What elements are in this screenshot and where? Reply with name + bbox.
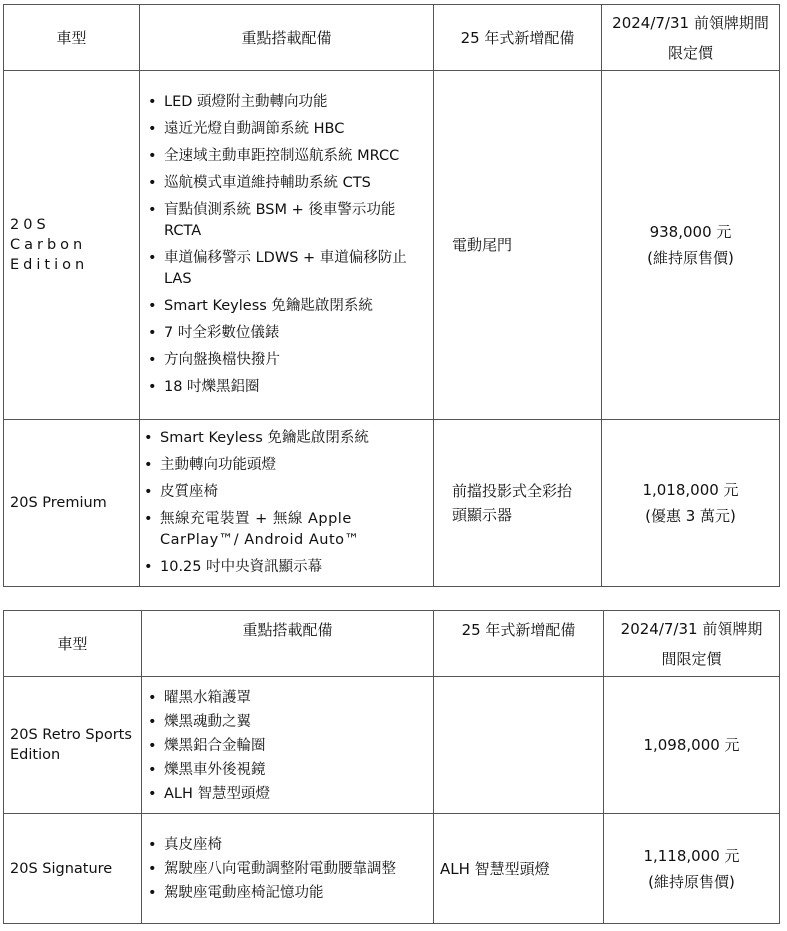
header-model: 車型 [4, 5, 140, 71]
price-cell [604, 814, 780, 924]
price: 1,098,000 元 [643, 736, 740, 754]
price: 1,118,000 元 [643, 846, 740, 865]
list-item: • 爍黑車外後視鏡 [164, 760, 427, 781]
list-item: • 巡航模式車道維持輔助系統 CTS [164, 173, 427, 194]
feature-list [140, 92, 433, 398]
table-row [4, 677, 780, 814]
spec-table-1 [3, 4, 780, 587]
new-equipment: 電動尾門 [434, 71, 602, 420]
header-features: 重點搭載配備 [140, 5, 434, 71]
list-item: • 全速域主動車距控制巡航系統 MRCC [164, 146, 427, 167]
list-item: • 駕駛座八向電動調整附電動腰靠調整 [164, 859, 427, 880]
list-item: • 皮質座椅 [160, 482, 427, 503]
features-cell [140, 71, 434, 420]
price-cell [604, 677, 780, 814]
price: 1,018,000 元 [642, 481, 739, 499]
price-note: (優惠 3 萬元) [645, 507, 736, 525]
price: 938,000 元 [649, 223, 732, 241]
new-equipment: ALH 智慧型頭燈 [434, 814, 604, 924]
header-new-equipment: 25 年式新增配備 [434, 611, 604, 677]
new-equipment: 前擋投影式全彩抬頭顯示器 [434, 420, 602, 587]
features-cell [142, 677, 434, 814]
model-name: 20S Signature [4, 814, 142, 924]
header-features: 重點搭載配備 [142, 611, 434, 677]
table-row [4, 71, 780, 420]
new-equipment [434, 677, 604, 814]
header-row [4, 5, 780, 71]
header-row [4, 611, 780, 677]
feature-list [142, 688, 433, 805]
features-cell [142, 814, 434, 924]
list-item: • Smart Keyless 免鑰匙啟閉系統 [164, 296, 427, 317]
list-item: • 無線充電裝置 + 無線 Apple CarPlay™/ Android Auto™ [160, 509, 427, 551]
list-item: • 曜黑水箱護罩 [164, 688, 427, 709]
price-note: (維持原售價) [648, 872, 735, 891]
table-row [4, 814, 780, 924]
list-item: • 盲點偵測系統 BSM + 後車警示功能 RCTA [164, 200, 427, 242]
header-price: 2024/7/31 前領牌期間限定價 [602, 5, 780, 71]
list-item: • Smart Keyless 免鑰匙啟閉系統 [160, 428, 427, 449]
header-model: 車型 [4, 611, 142, 677]
list-item: • 10.25 吋中央資訊顯示幕 [160, 557, 427, 578]
feature-list [142, 835, 433, 904]
list-item: • 18 吋爍黑鋁圈 [164, 377, 427, 398]
price-cell [602, 71, 780, 420]
model-name: 20S Premium [4, 420, 140, 587]
list-item: • 爍黑鋁合金輪圈 [164, 736, 427, 757]
list-item: • 真皮座椅 [164, 835, 427, 856]
price-note: (維持原售價) [647, 249, 734, 267]
list-item: • 方向盤換檔快撥片 [164, 350, 427, 371]
list-item: • ALH 智慧型頭燈 [164, 784, 427, 805]
list-item: • 遠近光燈自動調節系統 HBC [164, 119, 427, 140]
feature-list [140, 428, 433, 578]
model-name: 20S Carbon Edition [4, 71, 140, 420]
features-cell [140, 420, 434, 587]
table-row [4, 420, 780, 587]
list-item: • 爍黑魂動之翼 [164, 712, 427, 733]
list-item: • 車道偏移警示 LDWS + 車道偏移防止 LAS [164, 248, 427, 290]
header-price: 2024/7/31 前領牌期間限定價 [604, 611, 780, 677]
list-item: • 主動轉向功能頭燈 [160, 455, 427, 476]
model-name: 20S Retro Sports Edition [4, 677, 142, 814]
price-cell [602, 420, 780, 587]
list-item: • 駕駛座電動座椅記憶功能 [164, 883, 427, 904]
list-item: • LED 頭燈附主動轉向功能 [164, 92, 427, 113]
list-item: • 7 吋全彩數位儀錶 [164, 323, 427, 344]
spec-table-2 [3, 610, 780, 924]
header-new-equipment: 25 年式新增配備 [434, 5, 602, 71]
